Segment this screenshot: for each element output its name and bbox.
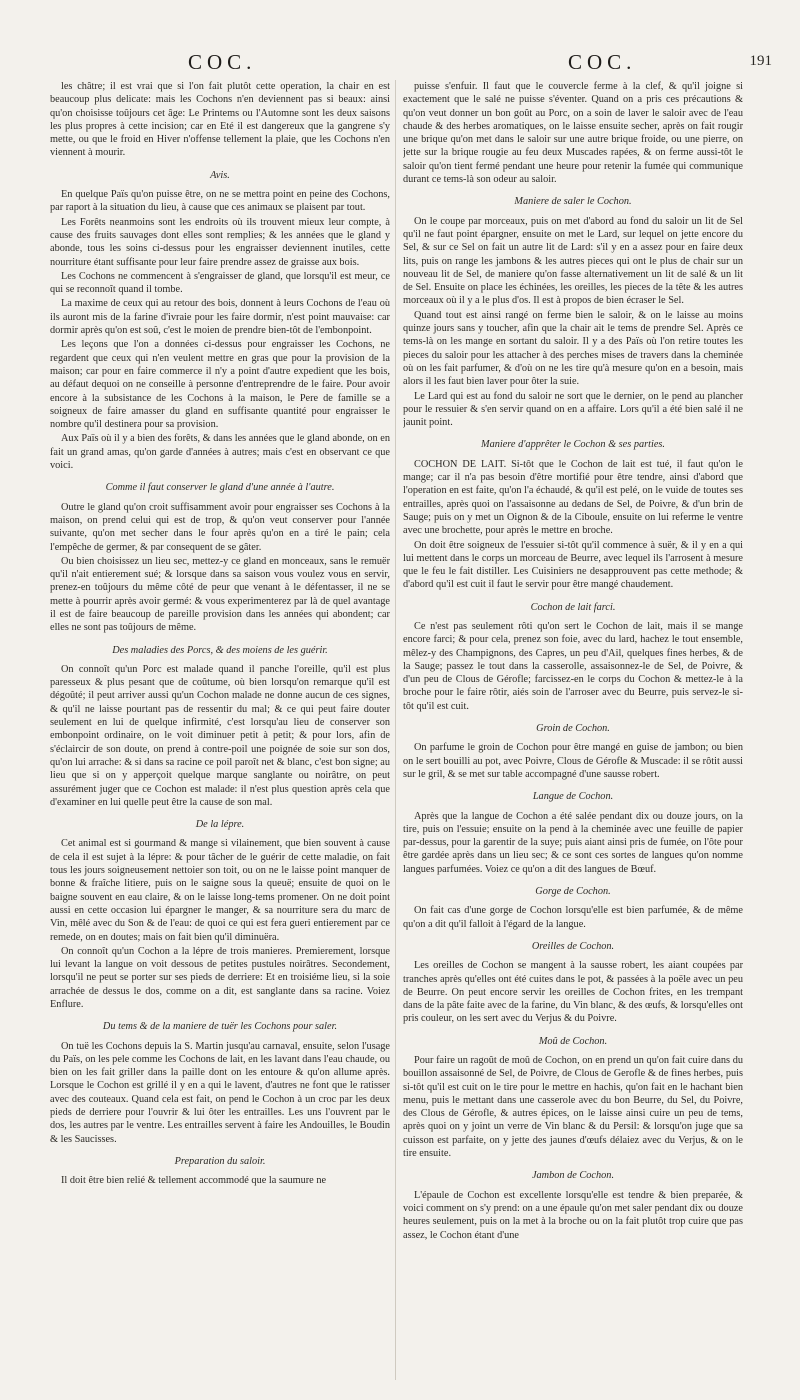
page-number: 191	[749, 53, 772, 69]
section-heading: Cochon de lait farci.	[530, 601, 616, 613]
right-text-column	[403, 80, 743, 1385]
section-heading: Avis.	[210, 169, 230, 181]
paragraph: On connoît qu'un Cochon a la lépre de trois manieres. Premierement, lorsque lui levant la langue on voit dessous de petites pustules noirâtres. Secondement, lorsqu'il ne peut se porter sur ses pieds de derriere: Et en troisiéme lieu, si la soie arrachée de dessus le dos, comme on a dit, est sanglante dans sa racine. Voiez Enflure.	[50, 945, 390, 1010]
paragraph: Les oreilles de Cochon se mangent à la sausse robert, les aiant coupées par tranches après qu'elles ont été cuites dans le pot, & passées à la poële avec un peu de Beurre. On peut encore servir les oreilles de Cochon frites, en les trempant dans de la pâte faite avec de la farine, du Vin blanc, & des œufs, & lorsqu'elles ont pris couleur, on les sert avec du Verjus & du Poivre.	[403, 960, 743, 1025]
paragraph: En quelque Païs qu'on puisse être, on ne se mettra point en peine des Cochons, par raport à la situation du lieu, à cause que ces animaux se plaisent par tout.	[50, 189, 390, 214]
paragraph: On tuë les Cochons depuis la S. Martin jusqu'au carnaval, ensuite, selon l'usage du Païs, on les pele comme les Cochons de lait, en les lavant dans l'eau chaude, ou bien on les fait griller dans la paille dont on les entoure & qu'on allume après. Lorsque le Cochon est grillé il y en a qui le lavent, d'autres ne font que le ratisser avec des couteaux. Quand cela est fait, on pend le Cochon à un croc par les deux pieds de derriere pour l'ouvrir & lui ôter les entrailles. Les uns l'ouvrent par le dos, les autres par le ventre. Les entrailles servent à faire les Andouilles, le Boudin & les Saucisses.	[50, 1040, 390, 1145]
section-heading: Groin de Cochon.	[536, 723, 610, 735]
section-heading: Oreilles de Cochon.	[531, 940, 615, 952]
section-heading: Comme il faut conserver le gland d'une année à l'autre.	[105, 482, 335, 494]
paragraph: Outre le gland qu'on croit suffisamment avoir pour engraisser ses Cochons à la maison, on prend celui qui est de trop, & qu'on veut conserver pour l'année suivante, qu'on met secher dans le four après qu'on en a tiré le pain; cela l'empêche de germer, & par consequent de se gâter.	[50, 501, 390, 553]
paragraph: Les Forêts neanmoins sont les endroits où ils trouvent mieux leur compte, à cause des fruits sauvages dont elles sont remplies; & les années que le gland y abonde, tous les soins ci-dessus pour les engraisser deviennent inutiles, cette nourriture étant suffisante pour leur faire prendre assez de graisse aux bois.	[50, 216, 390, 268]
paragraph: Pour faire un ragoût de moû de Cochon, on en prend un qu'on fait cuire dans du bouillon assaisonné de Sel, de Poivre, de Clous de Gerofle & de fines herbes, puis si-tôt qu'il est cuit on le tire pour le mettre en hachis, qu'on fait en le hachant bien menu, puis le mettant dans une casserole avec du bon Beurre, du Sel, du Poivre, des Clous de Gérofle, & autres épices, on le laisse ainsi cuire un peu de tems, après quoi on y joint un verre de Vin blanc & du Persil: & lorsqu'on juge que sa cuisson est parfaite, on y jette des jaunes d'œufs délaiez avec du Verjus, & on le tire ensuite.	[403, 1055, 743, 1160]
paragraph: Il doit être bien relié & tellement accommodé que la saumure ne	[61, 1175, 327, 1187]
paragraph: L'épaule de Cochon est excellente lorsqu'elle est tendre & bien preparée, & voici comment on s'y prend: on a une épaule qu'on met saler pendant dix ou douze heures seulement, puis on la met à la broche ou on la fait plutôt trop cuire que pas assez, le Cochon étant d'une	[403, 1189, 743, 1241]
paragraph: Les Cochons ne commencent à s'engraisser de gland, que lorsqu'il est meur, ce qui se reconnoît quand il tombe.	[50, 270, 390, 296]
section-heading: Langue de Cochon.	[532, 791, 614, 803]
paragraph: On fait cas d'une gorge de Cochon lorsqu'elle est bien parfumée, & de même qu'on a dit qu'il falloit à l'égard de la langue.	[403, 905, 743, 930]
section-heading: Maniere d'apprêter le Cochon & ses parties.	[481, 439, 665, 451]
column-divider	[395, 80, 396, 1380]
paragraph: Les leçons que l'on a données ci-dessus pour engraisser les Cochons, ne regardent que ceux qui n'en veulent mettre en gras que pour la provision de la maison; car pour en faire commerce il n'y a point d'autre expedient que les bois, au défaut dequoi on ne conseille à personne d'entreprendre de le faire. Pour avoir encore à la subsistance de les Cochons à la maison, le Pere de famille se a soigneux de faire amasser du gland en suffisante quantité pour engraisser le nombre qu'il destinera pour sa provision.	[50, 339, 390, 431]
paragraph: On parfume le groin de Cochon pour être mangé en guise de jambon; ou bien on le sert bouilli au pot, avec Poivre, Clous de Gérofle & Muscade: il se rôtit aussi sur le gril, & se met sur table accompagné d'une sausse robert.	[403, 742, 743, 780]
paragraph: On connoît qu'un Porc est malade quand il panche l'oreille, qu'il est plus paresseux & plus pesant que de coûtume, où bien lorsqu'on remarque qu'il est dégoûté; il peut arriver aussi qu'un Cochon malade ne donne aucun de ces signes, & qu'il ne laisse pourtant pas de ressentir du mal; & ce qui peut faire douter seulement en lui de quelque infirmité, c'est lorsqu'au lieu de conserver son embonpoint ordinaire, on le voit diminuer petit à petit; & pour lors, afin de s'éclaircir de son doute, on prend à contre-poil une poignée de soie sur son dos, qu'on lui arrache: & si dans sa racine ce poil paroît net & blanc, c'est bon signe; au lieu que si on y apperçoit quelque marque sanglante ou noirâtre, on peut assurément juger que ce Cochon est malade: il n'est plus question après cela que d'examiner en lui quelle peut être la cause de son mal.	[50, 663, 390, 808]
paragraph: On doit être soigneux de l'essuier si-tôt qu'il commence à suër, & il y en a qui lui mettent dans le corps un morceau de Beurre, avec lequel ils l'arrosent à mesure que le feu le fait distiller. Les Cuisiniers ne desapprouvent pas cette methode; & d'abord qu'il est cuit il faut le servir pour être mangé chaudement.	[403, 539, 743, 591]
section-heading: De la lépre.	[195, 819, 245, 831]
paragraph: Le Lard qui est au fond du saloir ne sort que le dernier, on le pend au plancher pour le ressuier & s'en servir quand on en a affaire. Lors qu'il a été bien salé il ne jaunit point.	[403, 390, 743, 429]
left-text-column	[50, 80, 390, 1385]
paragraph: Quand tout est ainsi rangé on ferme bien le saloir, & on le laisse au moins quinze jours sans y toucher, afin que la chair ait le tems de prendre Sel. Après ce tems-là on les mange en sortant du saloir. Il y a des Païs où l'on retire toutes les pieces du saloir pour les attacher à des perches mises de travers dans la cheminée où on les fait parfumer, & d'où on ne les tire qu'à mesure qu'on en a besoin, mais alors il les faut bien laver pour ôter la suie.	[403, 309, 743, 388]
paragraph: puisse s'enfuir. Il faut que le couvercle ferme à la clef, & qu'il joigne si exactement que le salé ne puisse s'éventer. Quand on a pris ces précautions & qu'on veut donner un bon goût au Porc, on a soin de laver le saloir avec de l'eau chaude & des herbes aromatiques, on le laisse ensuite secher, après on fait rougir une brique qu'on met dans le saloir sur une autre brique froide, ou une pierre, on jette sur la brique rougie au feu deux Muscades rapées, & on ferme aussi-tôt le saloir qu'on tient fermé pendant une heure pour retenir la fumée qui communique durant ce tems-là son odeur au saloir.	[403, 81, 743, 186]
paragraph: Aux Païs où il y a bien des forêts, & dans les années que le gland abonde, on en fait un grand amas, qu'on garde d'années à autres; mais c'est en observant ce que voici.	[50, 433, 390, 472]
paragraph: Ou bien choisissez un lieu sec, mettez-y ce gland en monceaux, sans le remuër qu'il n'ait entierement sué; & lorsque dans sa saison vous voulez vous en servir, prenez-en toûjours du même côté de peur que venant à le défentasser, il ne se mette à pourrir après avoir germé: & vous experimenterez par là de quel avantage il est de faire beaucoup de pareille provision dans les années qui abondent; car elles ne sont pas toûjours de même.	[50, 555, 390, 634]
section-heading: Gorge de Cochon.	[535, 886, 611, 898]
paragraph: Après que la langue de Cochon a été salée pendant dix ou douze jours, on la tire, puis on l'essuie; ensuite on la pend à la cheminée avec une feuille de papier par-dessus, pour la garentir de la suye; puis aiant ainsi pris de fumée, on l'ôte pour être gardée après dans un lieu sec; & ce sont ces sortes de langues qu'on nomme langues parfumées. Voiez ce qu'on a dit des langues de Bœuf.	[403, 810, 743, 875]
paragraph: COCHON DE LAIT. Si-tôt que le Cochon de lait est tué, il faut qu'on le mange; car il n'a pas besoin d'être mortifié pour être tendre, ainsi d'abord que l'operation en est faite, qu'on l'a échaudé, & qu'il est pelé, on le vuide de toutes ses entrailles, après quoi on l'assaisonne au dedans de Sel, de Poivre, & d'un brin de Sauge; puis on y met un Oignon & de la Ciboule, ensuite on lui referme le ventre avec une brochette, pour après le mettre en broche.	[403, 458, 743, 537]
section-heading: Moû de Cochon.	[538, 1035, 608, 1047]
section-heading: Preparation du saloir.	[174, 1155, 266, 1167]
section-heading: Jambon de Cochon.	[531, 1170, 615, 1182]
paragraph: les châtre; il est vrai que si l'on fait plutôt cette operation, la chair en est beaucoup plus delicate: mais les Cochons n'en deviennent pas si beaux: ainsi qu'on choisisse toûjours cet âge: Le Printems ou l'Automne sont les deux saisons les plus propres à cette incision; car en Eté il est dangereux que la gangrene s'y mette, ou que le froid en Hiver n'offense tellement la plaie, que les Cochons n'en viennent à mourir.	[50, 81, 390, 159]
running-head-left: COC.	[188, 50, 257, 74]
paragraph: La maxime de ceux qui au retour des bois, donnent à leurs Cochons de l'eau où ils auront mis de la farine d'ivraie pour les faire dormir, n'est point mauvaise: car dormir après qu'on est soû, c'est le moien de prendre bien-tôt de l'embonpoint.	[50, 298, 390, 337]
paragraph: Ce n'est pas seulement rôti qu'on sert le Cochon de lait, mais il se mange encore farci; & pour cela, prenez son foie, avec du lard, hachez le tout ensemble, mêlez-y des Champignons, des Capres, un peu d'Ail, quelques fines herbes, & de la Sauge; passez le tout dans la casserolle, assaisonnez-le de Sel, de Poivre, & d'un peu de Clous de Gérofle; farcissez-en le corps du Cochon & mettez-le à la broche pour le faire rôtir, aiés soin de l'arroser avec du Beurre, puis servez-le si-tôt qu'il est cuit.	[403, 620, 743, 712]
section-heading: Du tems & de la maniere de tuër les Cochons pour saler.	[102, 1021, 338, 1033]
paragraph: On le coupe par morceaux, puis on met d'abord au fond du saloir un lit de Sel qu'il ne faut point épargner, ensuite on met le Lard, sur lequel on jette encore du Sel, & sur ce Sel on fait un autre lit de Lard: s'il y en a assez pour en faire deux lits, puis on range les jambons & les autres pieces qui ont le plus de chair sur un nouveau lit de Sel, de maniere qu'on fasse alternativement un lit de salé & un lit de Sel. Ensuite on place les échinées, les oreilles, les pieces de la tête & les autres morceaux où il y a le plus d'os. Il est à propos de bien écraser le Sel.	[403, 215, 743, 307]
running-head-right: COC.	[568, 50, 637, 74]
paragraph: Cet animal est si gourmand & mange si vilainement, que bien souvent à cause de cela il est sujet à la lépre: & pour tâcher de le guérir de cette maladie, on fait tous les jours soigneusement nettoier son toit, ou on ne le laisse point manquer de bonne & fraîche litiere, puis on le saigne sous la queuë; ensuite de quoi on le baigne souvent en eau claire, & on le laisse long-tems promener. On ne doit point aussi en cette occasion lui épargner le manger, & sa nourriture sera du marc de Vin, mêlé avec du Son & de l'eau: de quoi ce qui est fera gueri entierement par ce remede, on en doutes; mais on fait bien qu'il diminuëra.	[50, 838, 390, 943]
section-heading: Des maladies des Porcs, & des moiens de les guérir.	[112, 644, 328, 656]
section-heading: Maniere de saler le Cochon.	[514, 196, 632, 208]
